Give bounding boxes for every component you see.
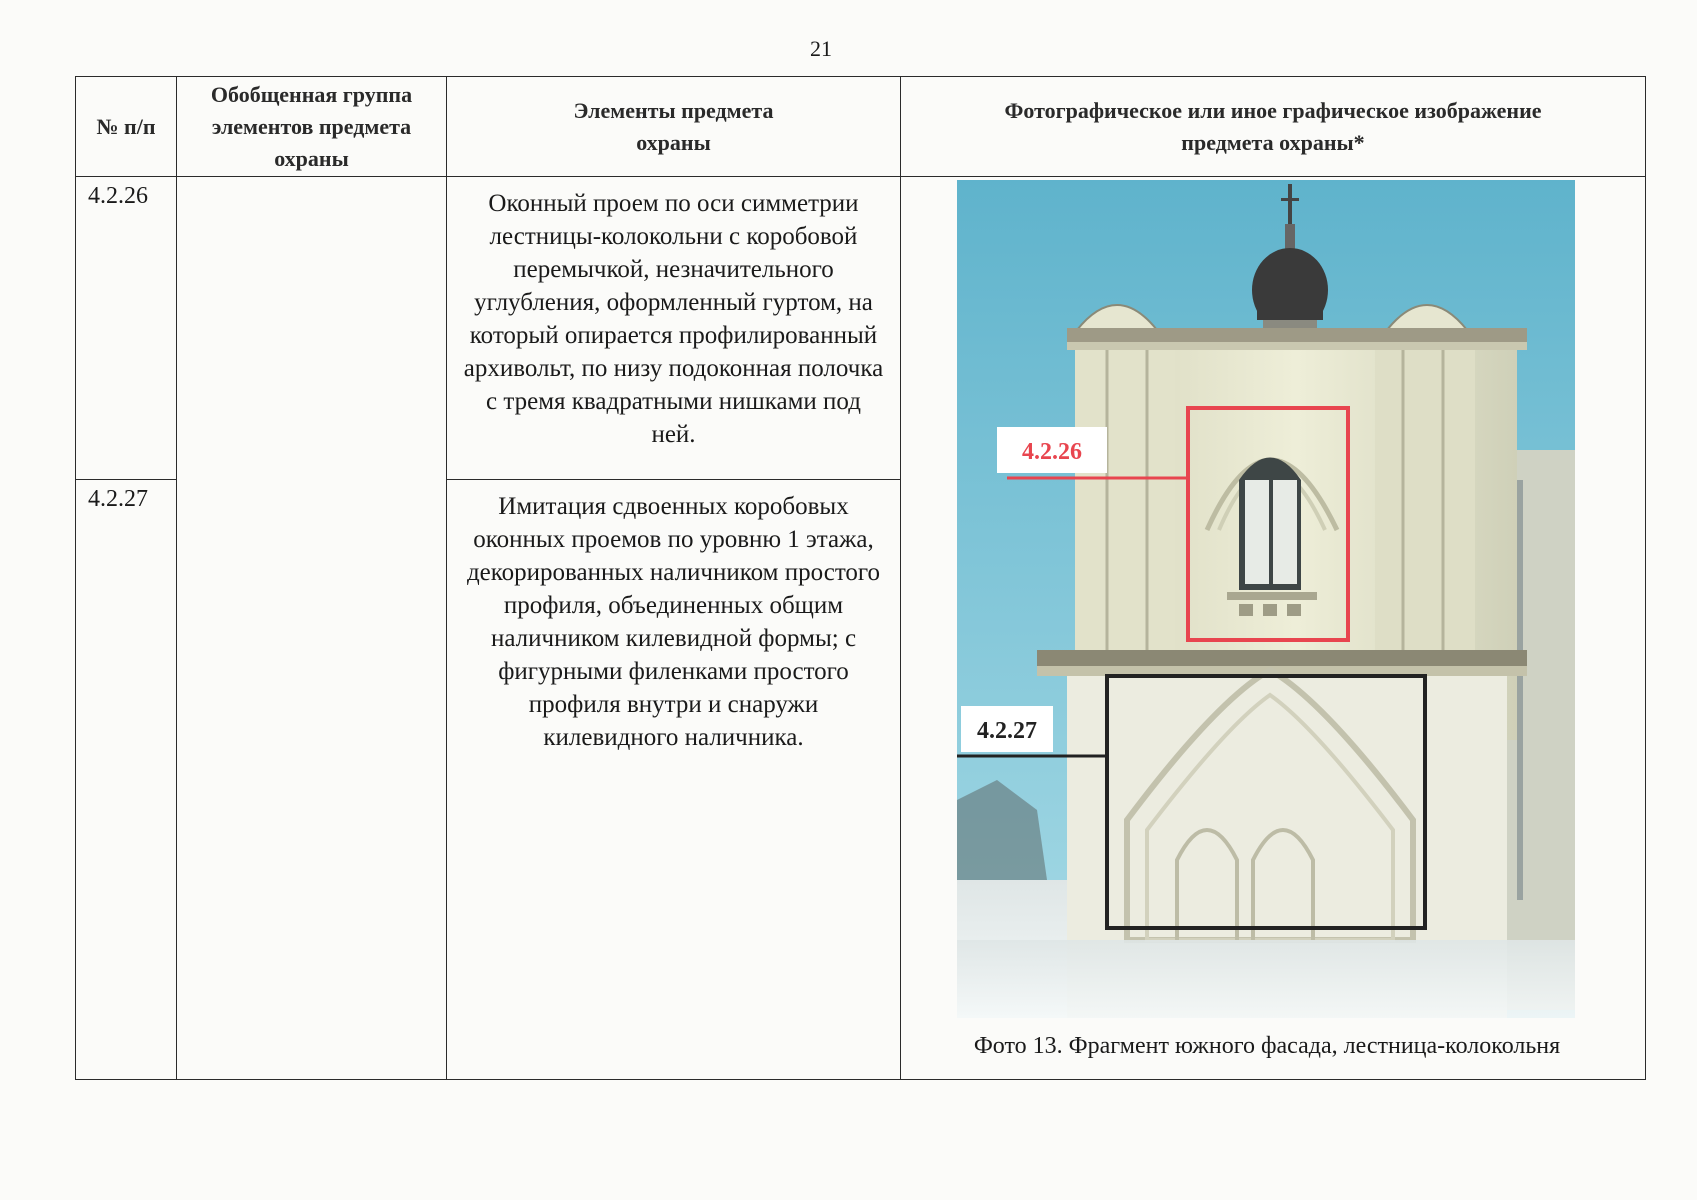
- header-num: № п/п: [76, 77, 177, 177]
- photo-cell: [901, 177, 1646, 1080]
- facade-photo: [957, 180, 1575, 1018]
- header-elements: Элементы предмета охраны: [447, 77, 901, 177]
- label-upper: 4.2.26: [1022, 439, 1082, 465]
- row-num-cell: [76, 480, 177, 1080]
- header-group: Обобщенная группа элементов предмета охраны: [177, 77, 447, 177]
- photo-caption: Фото 13. Фрагмент южного фасада, лестница-колокольня: [973, 1033, 1561, 1059]
- group-cell: [177, 177, 447, 1080]
- table-row: [76, 177, 1646, 480]
- row-number: 4.2.26: [88, 183, 148, 209]
- element-description: Имитация сдвоенных коробовых оконных проемов по уровню 1 этажа, декорированных наличником простого профиля, объединенных общим наличником килевидной формы; с фигурными филенками простого профиля внутри и снаружи килевидного наличника.: [466, 493, 881, 751]
- row-num-cell: [76, 177, 177, 480]
- table-header-row: [76, 77, 1646, 177]
- header-image: Фотографическое или иное графическое изображение предмета охраны*: [901, 77, 1646, 177]
- row-number: 4.2.27: [88, 486, 148, 512]
- description-cell: [447, 177, 901, 480]
- label-lower: 4.2.27: [977, 718, 1037, 744]
- description-cell: [447, 480, 901, 1080]
- page-number: 21: [810, 36, 832, 61]
- protection-table: [75, 76, 1646, 1080]
- element-description: Оконный проем по оси симметрии лестницы-колокольни с коробовой перемычкой, незначительного углубления, оформленный гуртом, на который опирается профилированный архивольт, по низу подоконная полочка с тремя квадратными нишками под ней.: [463, 190, 884, 448]
